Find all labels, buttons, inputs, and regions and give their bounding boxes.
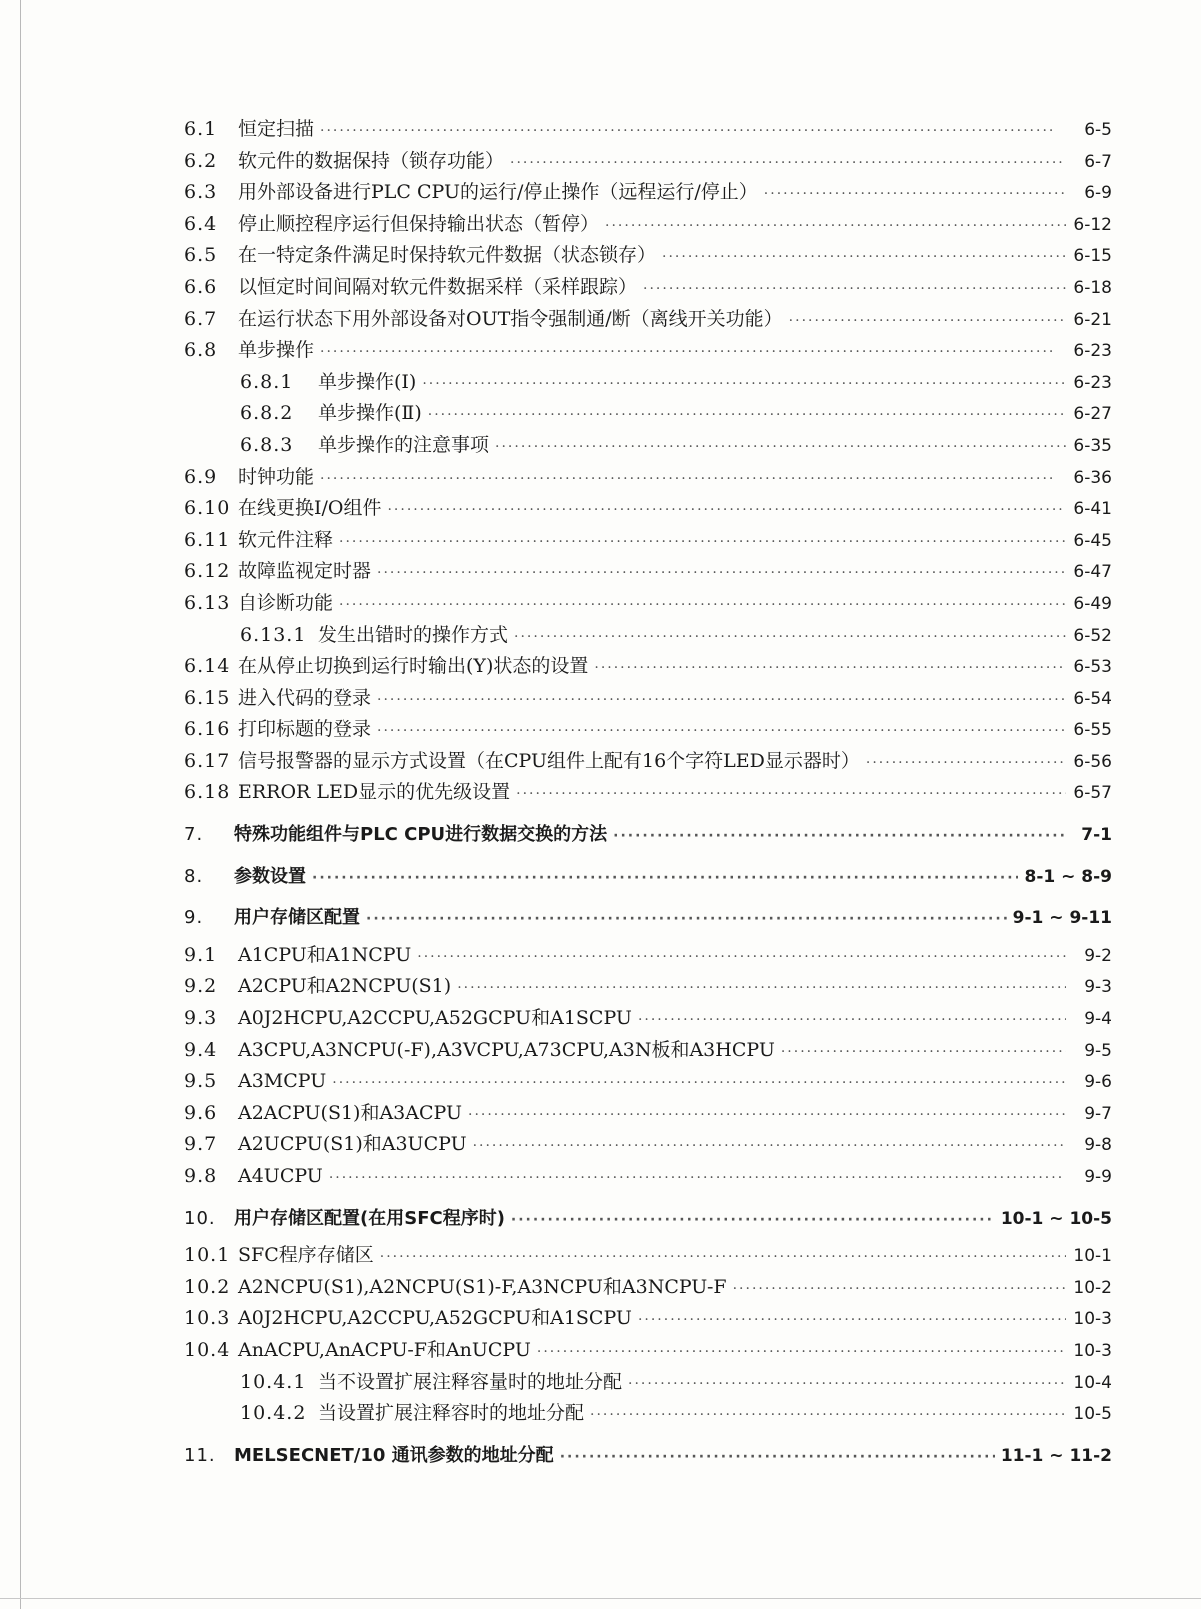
toc-entry-number: 6.6 — [184, 275, 218, 298]
toc-entry[interactable] — [184, 1240, 1112, 1272]
toc-entry[interactable] — [184, 1203, 1112, 1235]
toc-entry-number: 6.17 — [184, 749, 231, 772]
toc-entry[interactable] — [184, 1440, 1112, 1472]
toc-entry-number: 6.1 — [184, 118, 218, 140]
toc-entry-title: 发生出错时的操作方式 — [318, 623, 509, 646]
toc-leader-dots — [320, 116, 1066, 148]
toc-entry-title: 单步操作(Ⅰ) — [318, 370, 417, 393]
toc-entry-number: 10.2 — [184, 1275, 231, 1298]
toc-entry[interactable] — [184, 902, 1112, 934]
toc-entry-title: 用外部设备进行PLC CPU的运行/停止操作（远程运行/停止） — [238, 181, 758, 204]
toc-entry[interactable] — [184, 146, 1112, 178]
toc-entry-number: 11. — [184, 1444, 216, 1466]
toc-entry-title: A0J2HCPU,A2CCPU,A52GCPU和A1SCPU — [238, 1007, 632, 1030]
toc-leader-dots — [312, 863, 1018, 895]
toc-leader-dots — [605, 211, 1066, 243]
toc-entry-number: 6.2 — [184, 149, 218, 172]
toc-entry-number: 9.1 — [184, 943, 218, 966]
toc-entry-page: 10-1 — [1073, 1246, 1112, 1267]
toc-entry-page: 6-45 — [1073, 530, 1112, 551]
toc-entry-page: 6-49 — [1073, 593, 1112, 614]
toc-entry-page: 11-1 ~ 11-2 — [1000, 1445, 1112, 1466]
toc-entry-number: 6.8 — [184, 339, 218, 362]
toc-entry-number: 6.11 — [184, 528, 231, 551]
toc-entry-number: 6.8.3 — [240, 433, 294, 456]
toc-entry-title: 停止顺控程序运行但保持输出状态（暂停） — [238, 212, 600, 235]
toc-leader-dots — [662, 242, 1066, 274]
toc-entry[interactable] — [184, 971, 1112, 1003]
toc-leader-dots — [764, 179, 1066, 211]
table-of-contents — [184, 114, 1112, 1477]
toc-entry[interactable] — [184, 367, 1112, 399]
toc-entry[interactable] — [184, 746, 1112, 778]
toc-entry-title: A0J2HCPU,A2CCPU,A52GCPU和A1SCPU — [238, 1307, 632, 1330]
toc-entry-title: SFC程序存储区 — [238, 1244, 374, 1267]
toc-leader-dots — [377, 716, 1066, 748]
toc-entry-page: 6-57 — [1073, 783, 1112, 804]
toc-entry[interactable] — [184, 272, 1112, 304]
toc-entry-title: 用户存储区配置 — [234, 907, 360, 929]
toc-leader-dots — [366, 904, 1007, 936]
toc-entry-page: 10-5 — [1073, 1404, 1112, 1425]
page-edge-left — [20, 0, 21, 1609]
toc-leader-dots — [329, 1163, 1066, 1195]
toc-leader-dots — [514, 622, 1066, 654]
toc-entry-title: 软元件注释 — [238, 528, 334, 551]
toc-entry-number: 10.4 — [184, 1338, 231, 1361]
toc-entry-page: 7-1 — [1081, 825, 1112, 846]
toc-entry[interactable] — [184, 1003, 1112, 1035]
toc-leader-dots — [495, 432, 1066, 464]
toc-entry[interactable] — [184, 651, 1112, 683]
toc-leader-dots — [590, 1400, 1066, 1432]
toc-leader-dots — [516, 779, 1066, 811]
toc-entry-number: 9.3 — [184, 1007, 218, 1030]
toc-leader-dots — [511, 1205, 995, 1237]
toc-entry-title: A2UCPU(S1)和A3UCPU — [238, 1133, 467, 1156]
toc-leader-dots — [320, 337, 1066, 369]
toc-entry-number: 10.1 — [184, 1244, 231, 1267]
toc-entry-title: 单步操作的注意事项 — [318, 433, 490, 456]
toc-entry-title: 单步操作(Ⅱ) — [318, 402, 422, 425]
toc-entry-number: 6.13.1 — [240, 623, 307, 646]
toc-leader-dots — [468, 1100, 1066, 1132]
toc-entry-number: 10.4.1 — [240, 1370, 307, 1393]
toc-entry-title: 自诊断功能 — [238, 591, 334, 614]
toc-entry-title: MELSECNET/10 通讯参数的地址分配 — [234, 1444, 554, 1466]
toc-entry-number: 6.8.1 — [240, 370, 294, 393]
toc-leader-dots — [789, 306, 1066, 338]
toc-entry-page: 9-8 — [1084, 1135, 1112, 1156]
toc-entry-title: A4UCPU — [238, 1165, 323, 1187]
toc-entry-page: 6-21 — [1073, 309, 1112, 330]
toc-entry-page: 9-2 — [1084, 945, 1112, 966]
toc-entry[interactable] — [184, 588, 1112, 620]
toc-entry-page: 6-7 — [1084, 151, 1112, 172]
toc-entry[interactable] — [184, 1098, 1112, 1130]
toc-entry-title: 单步操作 — [238, 339, 315, 362]
toc-leader-dots — [387, 495, 1066, 527]
toc-entry-page: 6-23 — [1073, 341, 1112, 362]
toc-entry-page: 6-36 — [1073, 467, 1112, 488]
toc-entry-page: 6-55 — [1073, 720, 1112, 741]
toc-entry-page: 9-4 — [1084, 1009, 1112, 1030]
toc-entry[interactable] — [184, 819, 1112, 851]
toc-entry[interactable] — [184, 683, 1112, 715]
page-edge-bottom — [0, 1598, 1201, 1599]
toc-leader-dots — [613, 821, 1066, 853]
toc-entry-page: 6-9 — [1084, 183, 1112, 204]
toc-entry[interactable] — [184, 940, 1112, 972]
toc-entry-title: A2CPU和A2NCPU(S1) — [238, 975, 452, 998]
toc-entry-page: 6-54 — [1073, 688, 1112, 709]
toc-entry-title: 用户存储区配置(在用SFC程序时) — [234, 1207, 505, 1229]
toc-entry-number: 7. — [184, 824, 204, 846]
toc-leader-dots — [377, 558, 1066, 590]
toc-entry[interactable] — [184, 209, 1112, 241]
toc-leader-dots — [560, 1442, 995, 1474]
toc-leader-dots — [473, 1131, 1066, 1163]
toc-entry-number: 10.4.2 — [240, 1402, 307, 1425]
toc-entry[interactable] — [184, 525, 1112, 557]
toc-entry[interactable] — [184, 1161, 1112, 1193]
toc-entry-number: 8. — [184, 865, 204, 887]
toc-entry-page: 6-12 — [1073, 214, 1112, 235]
toc-entry-title: 在运行状态下用外部设备对OUT指令强制通/断（离线开关功能） — [238, 307, 783, 330]
toc-entry-page: 9-6 — [1084, 1072, 1112, 1093]
toc-entry-number: 6.9 — [184, 465, 218, 488]
toc-entry-page: 6-23 — [1073, 372, 1112, 393]
toc-entry-title: 在一特定条件满足时保持软元件数据（状态锁存） — [238, 244, 657, 267]
toc-entry-page: 6-47 — [1073, 562, 1112, 583]
toc-entry-page: 9-3 — [1084, 977, 1112, 998]
toc-entry-title: A2NCPU(S1),A2NCPU(S1)-F,A3NCPU和A3NCPU-F — [238, 1275, 727, 1298]
toc-entry-title: 时钟功能 — [238, 465, 315, 488]
toc-leader-dots — [628, 1369, 1066, 1401]
toc-entry-title: 参数设置 — [234, 865, 306, 887]
toc-entry-page: 9-1 ~ 9-11 — [1012, 908, 1112, 929]
toc-leader-dots — [377, 685, 1066, 717]
toc-entry[interactable] — [184, 1129, 1112, 1161]
toc-entry-title: A1CPU和A1NCPU — [238, 943, 412, 966]
toc-leader-dots — [422, 369, 1066, 401]
toc-leader-dots — [866, 748, 1066, 780]
toc-entry-page: 6-52 — [1073, 625, 1112, 646]
toc-leader-dots — [339, 590, 1066, 622]
toc-entry-title: 特殊功能组件与PLC CPU进行数据交换的方法 — [234, 824, 608, 846]
toc-leader-dots — [417, 942, 1066, 974]
toc-entry-number: 10. — [184, 1207, 216, 1229]
toc-entry-title: 在从停止切换到运行时输出(Y)状态的设置 — [238, 655, 589, 678]
toc-entry[interactable] — [184, 861, 1112, 893]
toc-entry[interactable] — [184, 335, 1112, 367]
toc-entry-page: 10-2 — [1073, 1277, 1112, 1298]
toc-entry-number: 6.14 — [184, 655, 231, 678]
toc-entry-number: 6.10 — [184, 497, 231, 520]
toc-entry[interactable] — [184, 1367, 1112, 1399]
toc-entry-number: 9.7 — [184, 1133, 218, 1156]
toc-entry[interactable] — [184, 304, 1112, 336]
toc-entry-page: 6-18 — [1073, 277, 1112, 298]
toc-entry-title: 在线更换I/O组件 — [238, 497, 382, 520]
toc-entry-title: AnACPU,AnACPU-F和AnUCPU — [238, 1338, 531, 1361]
toc-entry-number: 6.7 — [184, 307, 218, 330]
toc-leader-dots — [594, 653, 1066, 685]
toc-entry[interactable] — [184, 177, 1112, 209]
toc-entry-page: 6-5 — [1084, 120, 1112, 140]
toc-entry-title: 以恒定时间间隔对软元件数据采样（采样跟踪） — [238, 275, 638, 298]
toc-leader-dots — [638, 1305, 1066, 1337]
toc-entry-number: 9. — [184, 907, 204, 929]
toc-entry-title: 进入代码的登录 — [238, 686, 372, 709]
toc-leader-dots — [380, 1242, 1066, 1274]
toc-entry-title: 恒定扫描 — [238, 118, 315, 140]
toc-entry-page: 6-56 — [1073, 751, 1112, 772]
toc-leader-dots — [510, 148, 1066, 180]
toc-entry-number: 9.8 — [184, 1165, 218, 1187]
toc-entry-page: 10-3 — [1073, 1340, 1112, 1361]
toc-entry-title: A3CPU,A3NCPU(-F),A3VCPU,A73CPU,A3N板和A3HCPU — [238, 1038, 775, 1061]
toc-entry-number: 9.6 — [184, 1101, 218, 1124]
toc-entry-title: 当不设置扩展注释容量时的地址分配 — [318, 1370, 623, 1393]
toc-entry-number: 6.5 — [184, 244, 218, 267]
toc-entry-page: 9-7 — [1084, 1103, 1112, 1124]
toc-entry[interactable] — [184, 114, 1112, 146]
toc-entry-page: 10-3 — [1073, 1309, 1112, 1330]
toc-entry-number: 9.2 — [184, 975, 218, 998]
toc-entry-title: ERROR LED显示的优先级设置 — [238, 781, 511, 804]
toc-entry[interactable] — [184, 777, 1112, 809]
toc-leader-dots — [457, 973, 1066, 1005]
toc-entry-number: 6.8.2 — [240, 402, 294, 425]
toc-entry[interactable] — [184, 1398, 1112, 1430]
toc-entry[interactable] — [184, 1303, 1112, 1335]
toc-leader-dots — [339, 527, 1066, 559]
toc-leader-dots — [781, 1037, 1066, 1069]
toc-entry[interactable] — [184, 620, 1112, 652]
toc-entry-number: 9.4 — [184, 1038, 218, 1061]
toc-entry-number: 6.18 — [184, 781, 231, 804]
toc-entry-page: 6-15 — [1073, 246, 1112, 267]
toc-entry-number: 6.16 — [184, 718, 231, 741]
toc-entry-number: 10.3 — [184, 1307, 231, 1330]
toc-entry[interactable] — [184, 398, 1112, 430]
toc-entry-page: 10-1 ~ 10-5 — [1000, 1208, 1112, 1229]
toc-entry-title: A3MCPU — [238, 1070, 327, 1093]
toc-leader-dots — [643, 274, 1066, 306]
toc-leader-dots — [537, 1337, 1066, 1369]
toc-entry-page: 9-5 — [1084, 1040, 1112, 1061]
toc-entry[interactable] — [184, 714, 1112, 746]
toc-entry-page: 6-27 — [1073, 404, 1112, 425]
toc-entry[interactable] — [184, 1335, 1112, 1367]
toc-entry[interactable] — [184, 493, 1112, 525]
toc-entry[interactable] — [184, 1066, 1112, 1098]
toc-leader-dots — [428, 400, 1066, 432]
toc-entry-number: 6.3 — [184, 181, 218, 204]
toc-entry-page: 9-9 — [1084, 1167, 1112, 1187]
toc-entry-page: 6-53 — [1073, 657, 1112, 678]
toc-entry-page: 6-35 — [1073, 435, 1112, 456]
toc-leader-dots — [332, 1068, 1066, 1100]
toc-entry[interactable] — [184, 1035, 1112, 1067]
toc-entry[interactable] — [184, 430, 1112, 462]
toc-entry-title: 信号报警器的显示方式设置（在CPU组件上配有16个字符LED显示器时） — [238, 749, 860, 772]
toc-entry-number: 6.15 — [184, 686, 231, 709]
toc-leader-dots — [638, 1005, 1066, 1037]
toc-entry-number: 6.13 — [184, 591, 231, 614]
toc-entry-title: A2ACPU(S1)和A3ACPU — [238, 1101, 462, 1124]
toc-entry[interactable] — [184, 1272, 1112, 1304]
toc-entry-page: 6-41 — [1073, 499, 1112, 520]
toc-entry-page: 8-1 ~ 8-9 — [1024, 866, 1112, 887]
toc-entry-number: 6.12 — [184, 560, 231, 583]
toc-entry-page: 10-4 — [1073, 1372, 1112, 1393]
toc-entry-number: 6.4 — [184, 212, 218, 235]
toc-leader-dots — [320, 464, 1066, 496]
toc-entry[interactable] — [184, 462, 1112, 494]
toc-entry[interactable] — [184, 556, 1112, 588]
toc-entry-title: 故障监视定时器 — [238, 560, 372, 583]
toc-entry[interactable] — [184, 240, 1112, 272]
toc-entry-title: 当设置扩展注释容时的地址分配 — [318, 1402, 585, 1425]
toc-entry-title: 软元件的数据保持（锁存功能） — [238, 149, 505, 172]
toc-entry-number: 9.5 — [184, 1070, 218, 1093]
toc-leader-dots — [733, 1274, 1066, 1306]
toc-entry-title: 打印标题的登录 — [238, 718, 372, 741]
